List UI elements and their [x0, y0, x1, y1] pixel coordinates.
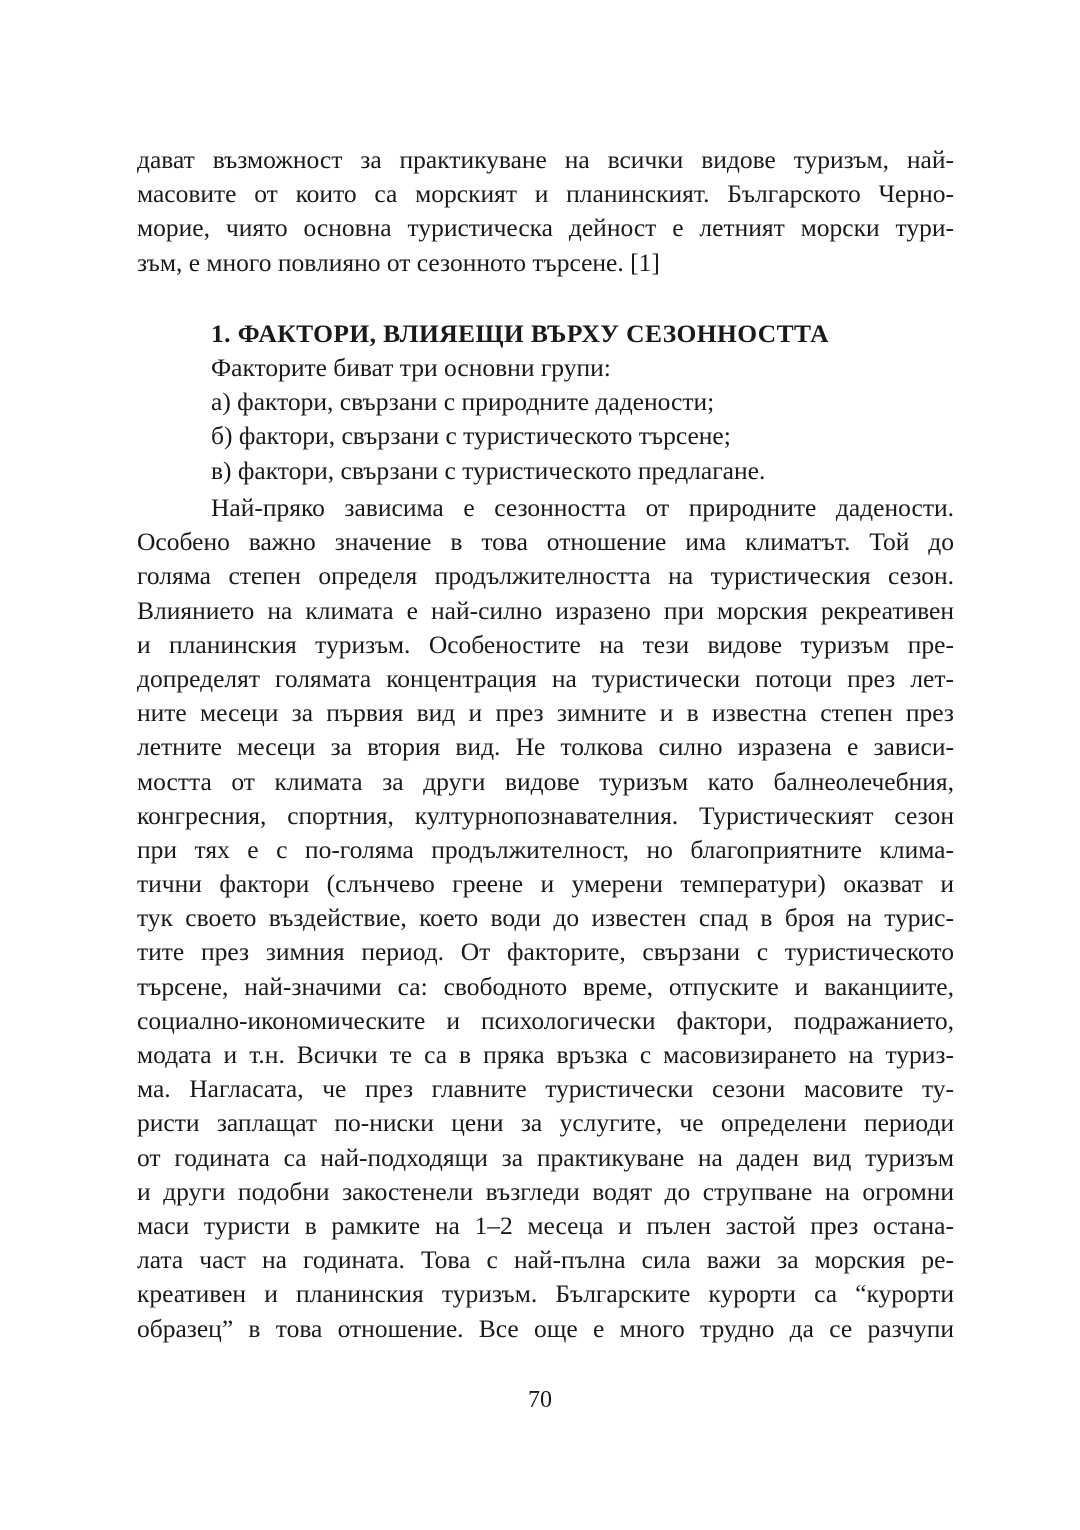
- factor-groups-list: [137, 351, 954, 488]
- text-line: ристи заплащат по-ниски цени за услугите, че определени периоди: [137, 1108, 954, 1138]
- section-heading: 1. ФАКТОРИ, ВЛИЯЕЩИ ВЪРХУ СЕЗОННОСТТА: [211, 319, 829, 348]
- text-line: Най-пряко зависима е сезонността от природните дадености.: [211, 493, 954, 522]
- text-line: ма. Нагласата, че през главните туристически сезони масовите ту-: [137, 1074, 954, 1104]
- text-line: допределят голямата концентрация на туристически потоци през лет-: [137, 663, 954, 693]
- text-line: тични фактори (слънчево греене и умерени температури) оказват и: [137, 869, 954, 899]
- text-line: дават възможност за практикуване на всички видове туризъм, най-: [137, 145, 954, 174]
- text-line: креативен и планинския туризъм. Българските курорти са “курорти: [137, 1279, 954, 1309]
- text-line: и други подобни закостенели възгледи водят до струпване на огромни: [137, 1176, 954, 1206]
- text-line: голяма степен определя продължителността на туристическия сезон.: [137, 561, 954, 591]
- list-item: в) фактори, свързани с туристическото предлагане.: [211, 455, 766, 485]
- text-line: морие, чиято основна туристическа дейност е летният морски тури-: [137, 213, 954, 243]
- text-line: от годината са най-подходящи за практикуване на даден вид туризъм: [137, 1142, 954, 1172]
- text-line: маси туристи в рамките на 1–2 месеца и пълен застой през остана-: [137, 1210, 954, 1240]
- page-number: 70: [528, 1387, 552, 1413]
- text-line: търсене, най-значими са: свободното време, отпуските и ваканциите,: [137, 971, 954, 1001]
- text-line: мостта от климата за други видове туризъм като балнеолечебния,: [137, 766, 954, 796]
- text-line: ните месеци за първия вид и през зимните и в известна степен през: [137, 698, 954, 728]
- list-item: а) фактори, свързани с природните дадености;: [211, 387, 715, 417]
- text-line: летните месеци за втория вид. Не толкова силно изразена е зависи-: [137, 732, 954, 762]
- list-item: б) фактори, свързани с туристическото търсене;: [211, 421, 731, 451]
- body-paragraph: [137, 491, 954, 1346]
- intro-paragraph: [137, 143, 954, 280]
- text-line: Влиянието на климата е най-силно изразено при морския рекреативен: [137, 595, 954, 625]
- text-line: лата част на годината. Това с най-пълна сила важи за морския ре-: [137, 1245, 954, 1275]
- text-line: тите през зимния период. От факторите, свързани с туристическото: [137, 937, 954, 967]
- text-line: зъм, е много повлияно от сезонното търсене. [1]: [137, 247, 660, 277]
- text-line: и планинския туризъм. Особеностите на тези видове туризъм пре-: [137, 629, 954, 659]
- text-line: Особено важно значение в това отношение има климатът. Той до: [137, 527, 954, 557]
- text-line: образец” в това отношение. Все още е много трудно да се разчупи: [137, 1313, 954, 1343]
- text-line: конгресния, спортния, културнопознавателния. Туристическият сезон: [137, 800, 954, 830]
- text-line: масовите от които са морският и планинският. Българското Черно-: [137, 179, 954, 209]
- list-intro: Факторите биват три основни групи:: [211, 353, 611, 382]
- text-line: при тях е с по-голяма продължителност, но благоприятните клима-: [137, 834, 954, 864]
- text-line: социално-икономическите и психологически фактори, подражанието,: [137, 1005, 954, 1035]
- text-line: модата и т.н. Всички те са в пряка връзка с масовизирането на туриз-: [137, 1040, 954, 1069]
- text-line: тук своето въздействие, което води до известен спад в броя на турис-: [137, 903, 954, 933]
